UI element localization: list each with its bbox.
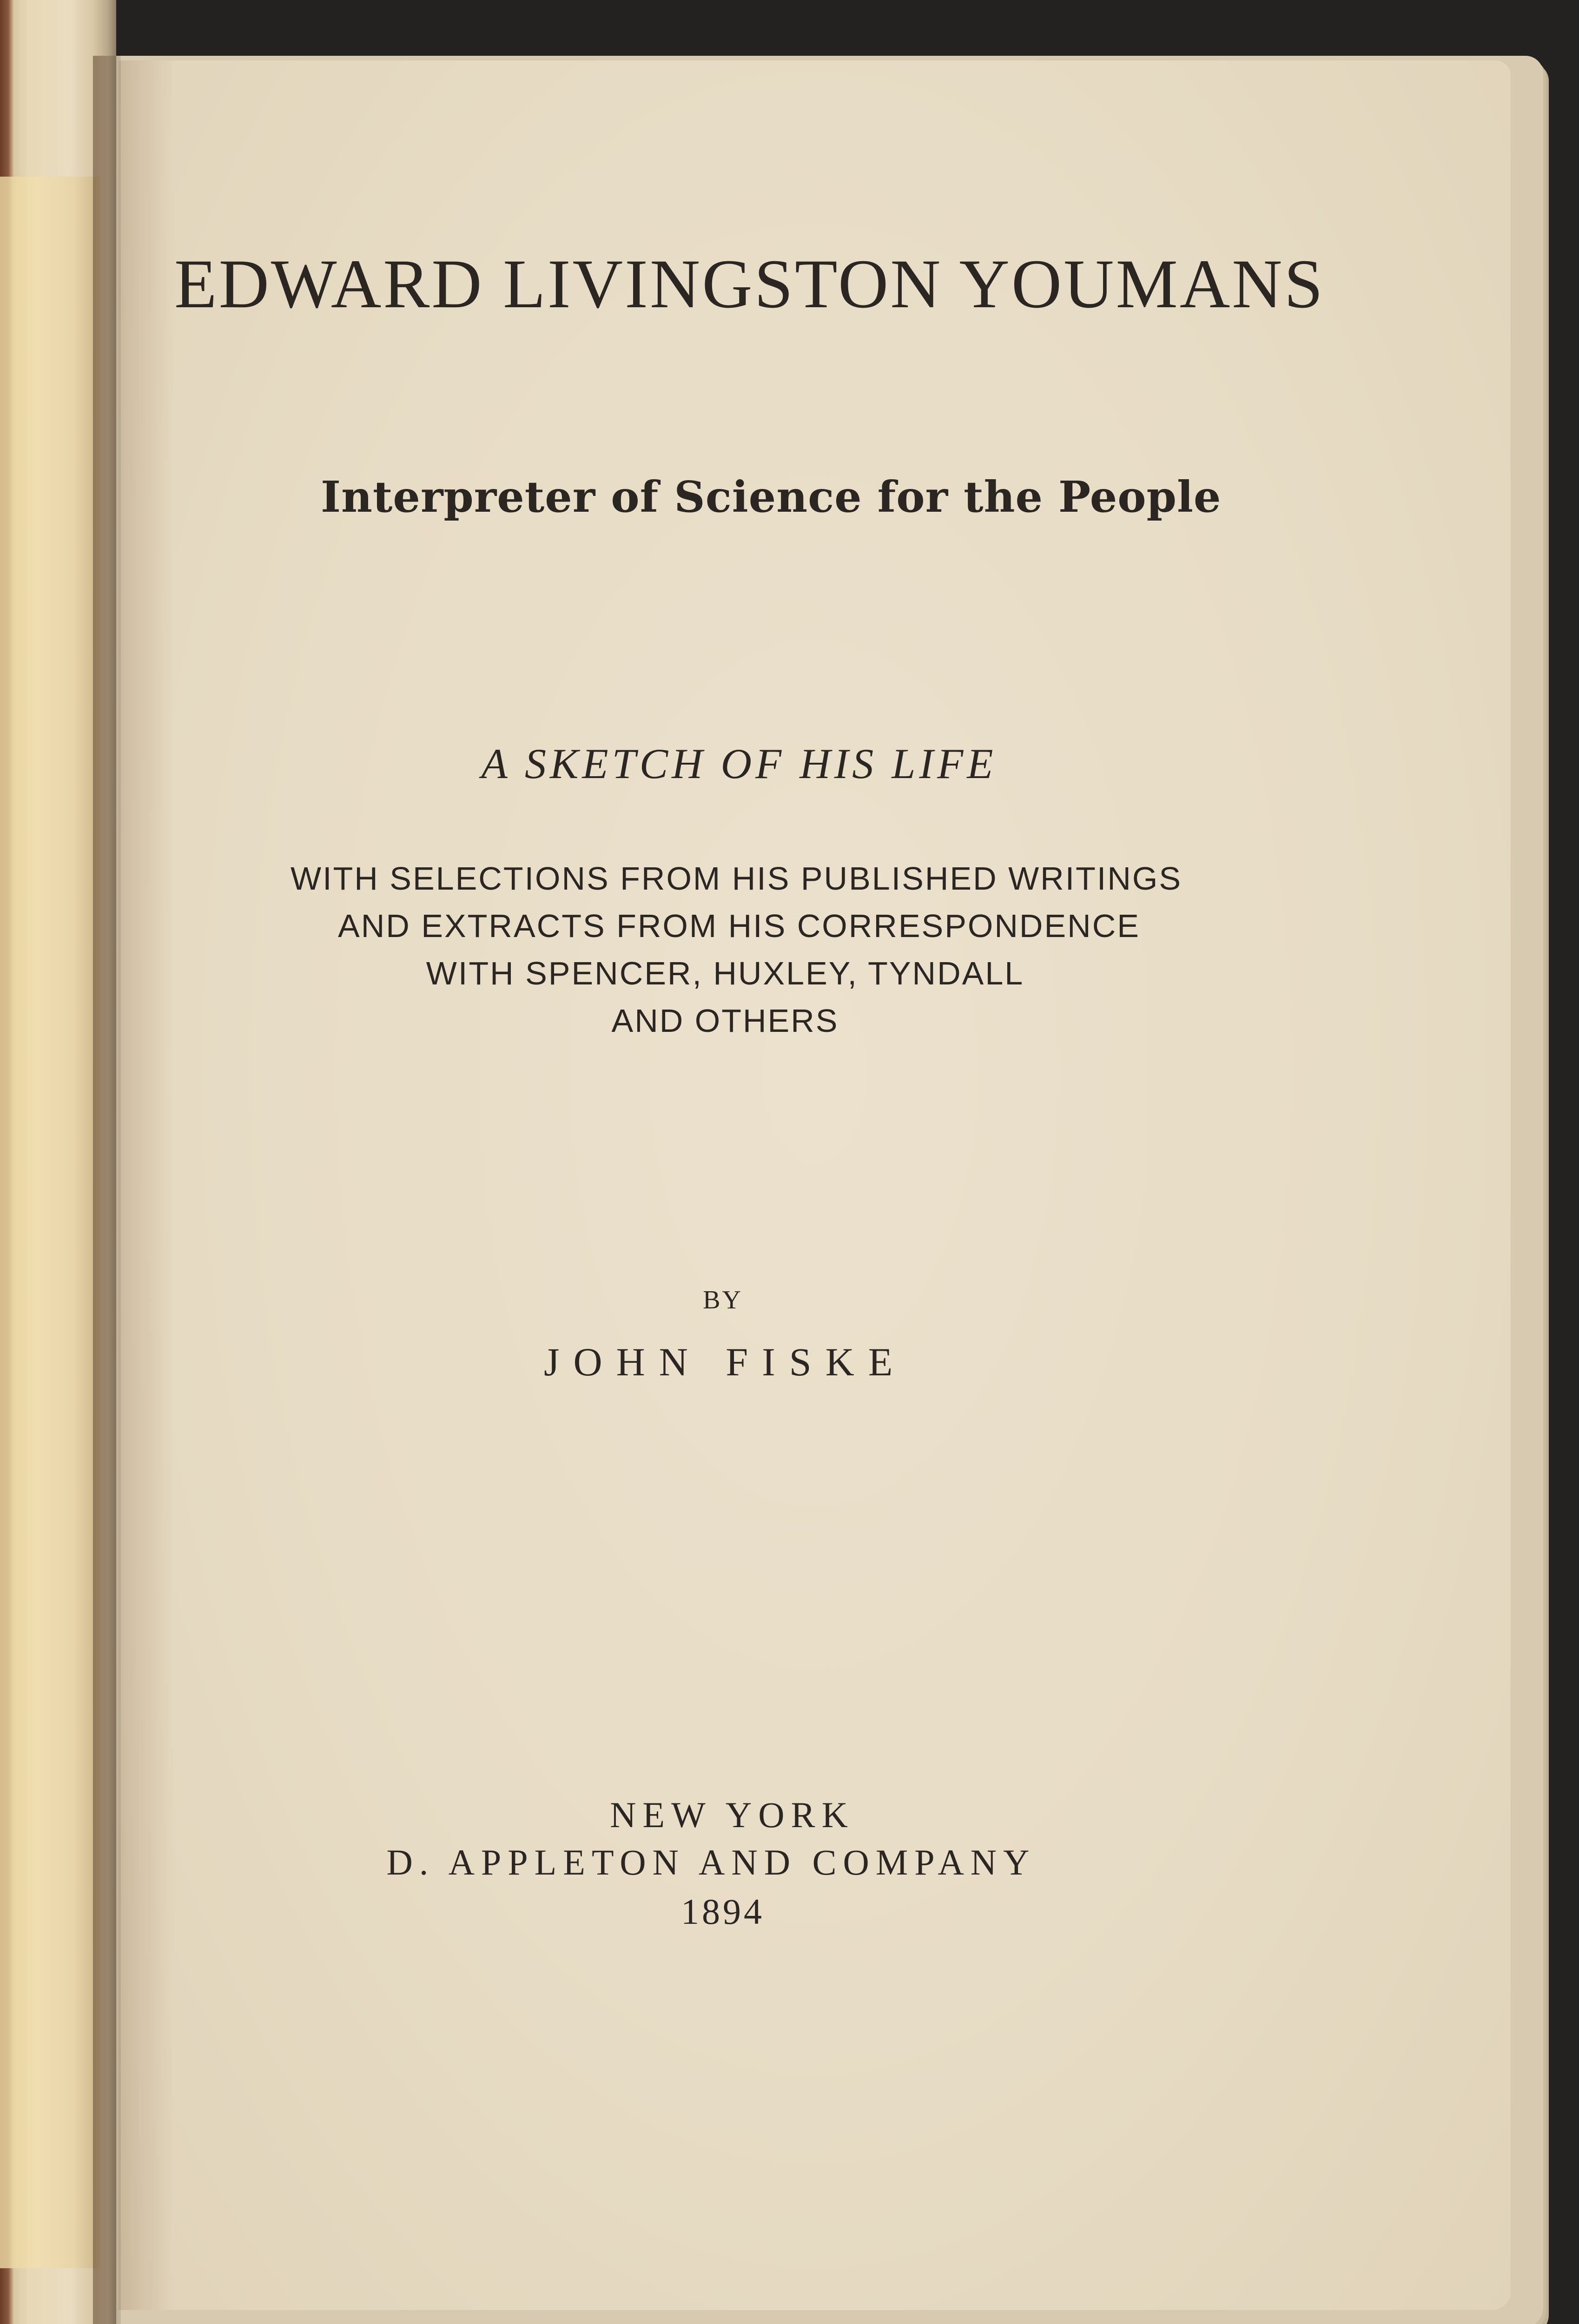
publisher-name: D. APPLETON AND COMPANY bbox=[386, 1842, 1036, 1882]
previous-leaf bbox=[0, 177, 100, 2268]
book-subtitle: Interpreter of Science for the People bbox=[321, 472, 1222, 522]
publication-city: NEW YORK bbox=[610, 1795, 854, 1835]
selections-line: WITH SPENCER, HUXLEY, TYNDALL bbox=[426, 955, 1024, 991]
author-name: JOHN FISKE bbox=[544, 1340, 907, 1384]
book-title: EDWARD LIVINGSTON YOUMANS bbox=[174, 245, 1325, 323]
publication-year: 1894 bbox=[681, 1891, 765, 1932]
selections-line: AND OTHERS bbox=[611, 1003, 839, 1039]
selections-line: AND EXTRACTS FROM HIS CORRESPONDENCE bbox=[338, 908, 1140, 944]
title-page bbox=[119, 60, 1511, 2310]
gutter-shadow bbox=[93, 56, 121, 2324]
selections-line: WITH SELECTIONS FROM HIS PUBLISHED WRITINGS bbox=[291, 860, 1183, 897]
by-label: BY bbox=[703, 1286, 743, 1314]
sketch-heading: A SKETCH OF HIS LIFE bbox=[481, 740, 997, 787]
